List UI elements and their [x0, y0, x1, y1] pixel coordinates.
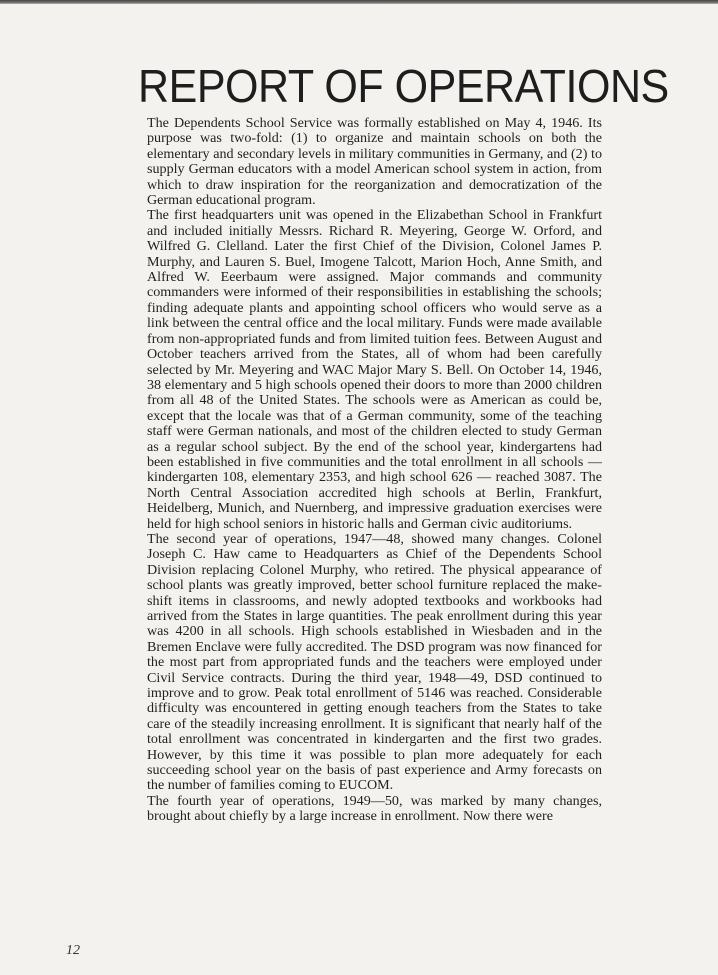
paragraph: The first headquarters unit was opened in the Elizabethan School in Frankfurt and included initially Messrs. Richard R. Meyering, George W. Orford, and Wilfred G. Clelland. Later the first Chief of the Division, Colonel James P. Murphy, and Lauren S. Buel, Imogene Talcott, Marion Hoch, Anne Smith, and Alfred W. Eeerbaum were assigned. Major commands and community commanders were informed of their responsibilities in establishing the schools; finding adequate plants and appointing school officers who would serve as a link between the central office and the local military. Funds were made available from non-appropriated funds and from limited tuition fees. Between August and October teachers arrived from the States, all of whom had been carefully selected by Mr. Meyering and WAC Major Mary S. Bell. On October 14, 1946, 38 elementary and 5 high schools opened their doors to more than 2000 children from all 48 of the United States. The schools were as American as could be, except that the locale was that of a German community, some of the teaching staff were German nationals, and most of the children elected to study German as a regular school subject. By the end of the school year, kindergartens had been established in five communities and the total enrollment in all schools — kindergarten 108, elementary 2353, and high school 626 — reached 3087. The North Central Association accredited high schools at Berlin, Frankfurt, Heidelberg, Munich, and Nuernberg, and impressive graduation exercises were held for high school seniors in historic halls and German civic auditoriums.	[147, 207, 602, 532]
paragraph: The Dependents School Service was formally established on May 4, 1946. Its purpose was two-fold: (1) to organize and maintain schools on both the elementary and secondary levels in military communities in Germany, and (2) to supply German educators with a model American school system in action, from which to draw inspiration for the reorganization and democratization of the German educational program.	[147, 115, 602, 209]
paragraph: The fourth year of operations, 1949—50, was marked by many changes, brought about chiefly by a large increase in enrollment. Now there were	[147, 792, 602, 825]
page-number: 12	[66, 943, 80, 958]
page-title: REPORT OF OPERATIONS	[138, 60, 669, 112]
paragraph: The second year of operations, 1947—48, showed many changes. Colonel Joseph C. Haw came to Headquarters as Chief of the Dependents School Division replacing Colonel Murphy, who retired. The physical appearance of school plants was greatly improved, better school furniture replaced the make-shift items in classrooms, and newly adopted textbooks and workbooks had arrived from the States in large quantities. The peak enrollment during this year was 4200 in all schools. High schools established in Wiesbaden and in the Bremen Enclave were fully accredited. The DSD program was now financed for the most part from appropriated funds and the teachers were employed under Civil Service contracts. During the third year, 1948—49, DSD continued to improve and to grow. Peak total enrollment of 5146 was reached. Considerable difficulty was encountered in getting enough teachers from the States to take care of the steadily increasing enrollment. It is significant that nearly half of the total enrollment was concentrated in kindergarten and the first two grades. However, by this time it was possible to plan more adequately for each succeeding school year on the basis of past experience and Army forecasts on the number of families coming to EUCOM.	[147, 530, 602, 794]
article-body	[147, 116, 602, 825]
top-border-rule	[0, 0, 718, 4]
